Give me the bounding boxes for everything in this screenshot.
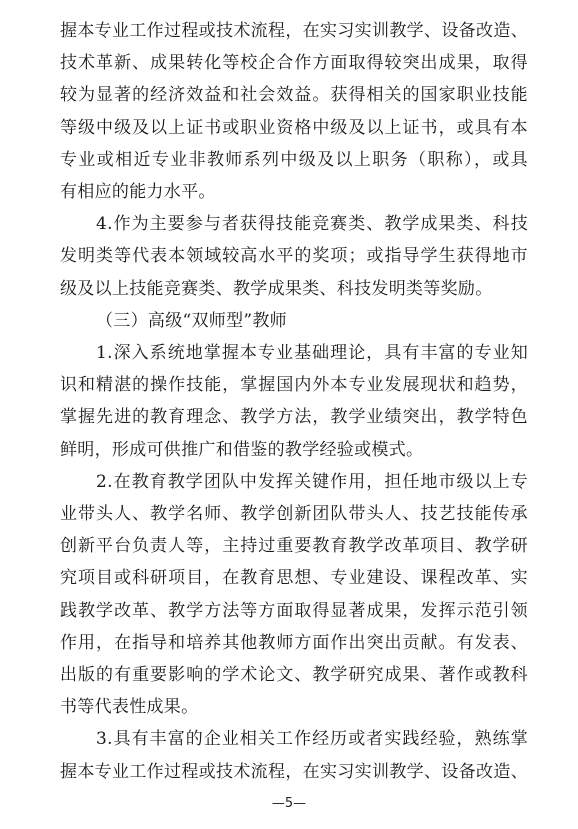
text-line: 掌握先进的教育理念、教学方法，教学业绩突出，教学特色 xyxy=(60,407,528,428)
text-line: 3.具有丰富的企业相关工作经历或者实践经验，熟练掌 xyxy=(96,729,528,750)
text-line: 出版的有重要影响的学术论文、教学研究成果、著作或教科 xyxy=(60,665,528,685)
text-line: 创新平台负责人等，主持过重要教育教学改革项目、教学研 xyxy=(60,536,528,557)
text-line: 业带头人、教学名师、教学创新团队带头人、技艺技能传承 xyxy=(60,504,528,524)
text-line: 技术革新、成果转化等校企合作方面取得较突出成果，取得 xyxy=(60,53,528,74)
text-line: 书等代表性成果。 xyxy=(60,697,199,718)
text-line: 4.作为主要参与者获得技能竞赛类、教学成果类、科技 xyxy=(96,214,528,235)
text-line: 握本专业工作过程或技术流程，在实习实训教学、设备改造、 xyxy=(60,21,528,41)
text-line: 识和精湛的操作技能，掌握国内外本专业发展现状和趋势， xyxy=(60,375,528,396)
section-heading: （三）高级“双师型”教师 xyxy=(96,310,287,331)
text-line: 作用，在指导和培养其他教师方面作出突出贡献。有发表、 xyxy=(60,632,528,653)
text-line: 级及以上技能竞赛类、教学成果类、科技发明类等奖励。 xyxy=(60,278,493,299)
text-line: 发明类等代表本领域较高水平的奖项；或指导学生获得地市 xyxy=(60,246,528,267)
text-line: 等级中级及以上证书或职业资格中级及以上证书，或具有本 xyxy=(60,117,528,138)
text-line: 究项目或科研项目，在教育思想、专业建设、课程改革、实 xyxy=(60,568,528,589)
text-line: 专业或相近专业非教师系列中级及以上职务（职称），或具 xyxy=(60,149,528,170)
text-line: 鲜明，形成可供推广和借鉴的教学经验或模式。 xyxy=(60,439,424,460)
text-line: 践教学改革、教学方法等方面取得显著成果，发挥示范引领 xyxy=(60,600,528,621)
text-line: 较为显著的经济效益和社会效益。获得相关的国家职业技能 xyxy=(60,85,528,106)
page-number: —5— xyxy=(271,796,307,811)
text-line: 握本专业工作过程或技术流程，在实习实训教学、设备改造、 xyxy=(60,761,528,782)
text-line: 2.在教育教学团队中发挥关键作用，担任地市级以上专 xyxy=(96,471,528,492)
text-line: 有相应的能力水平。 xyxy=(60,182,216,202)
text-line: 1.深入系统地掌握本专业基础理论，具有丰富的专业知 xyxy=(96,343,528,363)
